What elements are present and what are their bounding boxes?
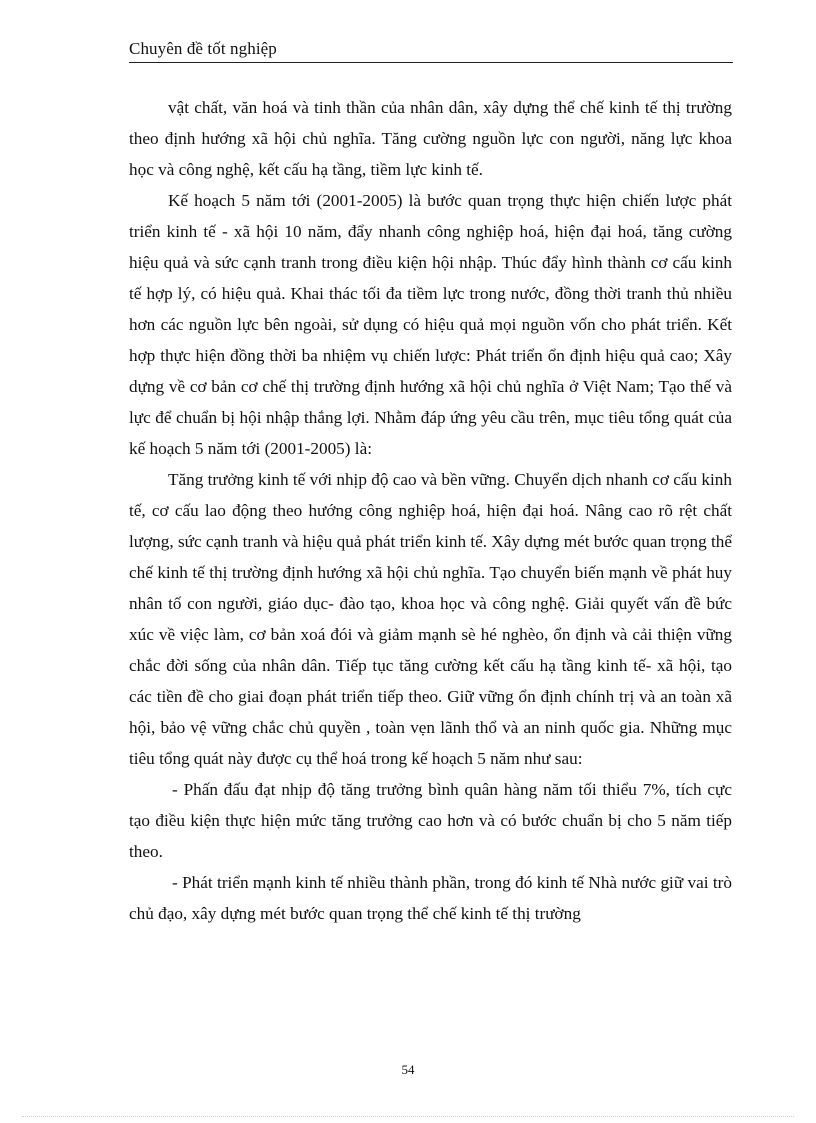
paragraph-continuation: vật chất, văn hoá và tinh thần của nhân dân, xây dựng thể chế kinh tế thị trường theo định hướng xã hội chủ nghĩa. Tăng cường nguồn lực con người, năng lực khoa học và công nghệ, kết cấu hạ tầng, tiềm lực kinh tế. — [129, 98, 732, 179]
bullet-multi-sector-economy: - Phát triển mạnh kinh tế nhiều thành phần, trong đó kinh tế Nhà nước giữ vai trò chủ đạo, xây dựng mét bước quan trọng thể chế kinh tế thị trường — [129, 873, 732, 923]
bullet-growth-target: - Phấn đấu đạt nhịp độ tăng trưởng bình quân hàng năm tối thiểu 7%, tích cực tạo điều kiện thực hiện mức tăng trưởng cao hơn và có bước chuẩn bị cho 5 năm tiếp theo. — [129, 780, 732, 861]
header-title: Chuyên đề tốt nghiệp — [129, 39, 277, 58]
page-bottom-divider — [22, 1116, 794, 1117]
page-header — [129, 38, 733, 63]
page-number: 54 — [401, 1062, 415, 1077]
paragraph-general-objectives: Tăng trưởng kinh tế với nhịp độ cao và bền vững. Chuyển dịch nhanh cơ cấu kinh tế, cơ cấu lao động theo hướng công nghiệp hoá, hiện đại hoá. Nâng cao rõ rệt chất lượng, sức cạnh tranh và hiệu quả phát triển kinh tế. Xây dựng mét bước quan trọng thể chế kinh tế thị trường định hướng xã hội chủ nghĩa. Tạo chuyển biến mạnh về phát huy nhân tố con người, giáo dục- đào tạo, khoa học và công nghệ. Giải quyết vấn đề bức xúc về việc làm, cơ bản xoá đói và giảm mạnh sè hé nghèo, ổn định và cải thiện vững chắc đời sống của nhân dân. Tiếp tục tăng cường kết cấu hạ tầng kinh tế- xã hội, tạo các tiền đề cho giai đoạn phát triển tiếp theo. Giữ vững ổn định chính trị và an toàn xã hội, bảo vệ vững chắc chủ quyền , toàn vẹn lãnh thổ và an ninh quốc gia. Những mục tiêu tổng quát này được cụ thể hoá trong kế hoạch 5 năm như sau: — [129, 470, 732, 768]
document-body — [129, 92, 732, 929]
paragraph-five-year-plan: Kế hoạch 5 năm tới (2001-2005) là bước quan trọng thực hiện chiến lược phát triển kinh tế - xã hội 10 năm, đẩy nhanh công nghiệp hoá, hiện đại hoá, tăng cường hiệu quả và sức cạnh tranh trong điều kiện hội nhập. Thúc đẩy hình thành cơ cấu kinh tế hợp lý, có hiệu quả. Khai thác tối đa tiềm lực trong nước, đồng thời tranh thủ nhiều hơn các nguồn lực bên ngoài, sử dụng có hiệu quả mọi nguồn vốn cho phát triển. Kết hợp thực hiện đồng thời ba nhiệm vụ chiến lược: Phát triển ổn định hiệu quả cao; Xây dựng về cơ bản cơ chế thị trường định hướng xã hội chủ nghĩa ở Việt Nam; Tạo thế và lực để chuẩn bị hội nhập thắng lợi. Nhằm đáp ứng yêu cầu trên, mục tiêu tổng quát của kế hoạch 5 năm tới (2001-2005) là: — [129, 191, 732, 458]
